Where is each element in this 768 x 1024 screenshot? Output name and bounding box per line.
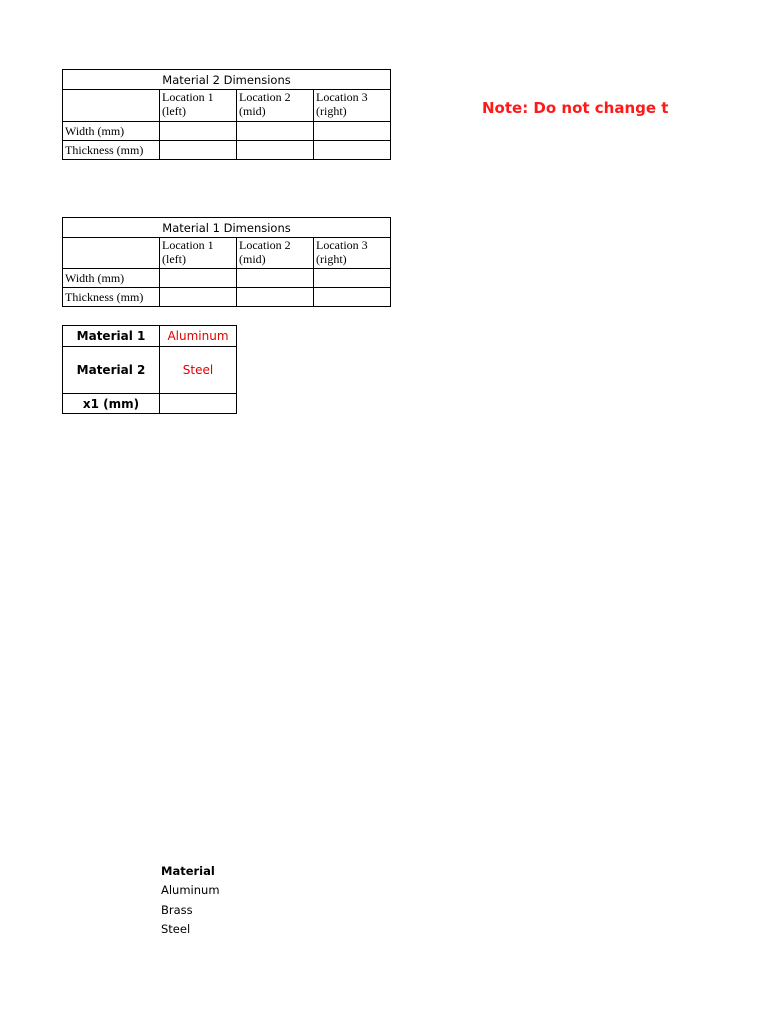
width-location3-cell[interactable] xyxy=(314,269,391,288)
x1-input-cell[interactable] xyxy=(160,394,237,414)
thickness-location1-cell[interactable] xyxy=(160,288,237,307)
material1-dropdown[interactable]: Aluminum xyxy=(160,326,237,347)
header-blank-cell[interactable] xyxy=(63,90,160,122)
row-label-width[interactable]: Width (mm) xyxy=(63,122,160,141)
thickness-location2-cell[interactable] xyxy=(237,288,314,307)
material2-dropdown[interactable]: Steel xyxy=(160,347,237,394)
material-list-item-brass[interactable]: Brass xyxy=(161,902,193,917)
width-location1-cell[interactable] xyxy=(160,122,237,141)
column-header-location3[interactable]: Location 3 (right) xyxy=(314,90,391,122)
column-header-location3[interactable]: Location 3 (right) xyxy=(314,238,391,269)
thickness-location3-cell[interactable] xyxy=(314,288,391,307)
width-location3-cell[interactable] xyxy=(314,122,391,141)
column-header-location1[interactable]: Location 1 (left) xyxy=(160,90,237,122)
x1-label: x1 (mm) xyxy=(63,394,160,414)
material-list xyxy=(161,862,220,940)
thickness-location1-cell[interactable] xyxy=(160,141,237,160)
materials-selection-table xyxy=(62,325,237,414)
thickness-location2-cell[interactable] xyxy=(237,141,314,160)
width-location2-cell[interactable] xyxy=(237,269,314,288)
width-location2-cell[interactable] xyxy=(237,122,314,141)
note-text: Note: Do not change t xyxy=(482,99,669,117)
material1-dimensions-table xyxy=(62,217,391,307)
thickness-location3-cell[interactable] xyxy=(314,141,391,160)
material1-table-title: Material 1 Dimensions xyxy=(63,218,391,238)
row-label-thickness[interactable]: Thickness (mm) xyxy=(63,141,160,160)
width-location1-cell[interactable] xyxy=(160,269,237,288)
column-header-location2[interactable]: Location 2 (mid) xyxy=(237,238,314,269)
column-header-location1[interactable]: Location 1 (left) xyxy=(160,238,237,269)
column-header-location2[interactable]: Location 2 (mid) xyxy=(237,90,314,122)
material2-dimensions-table xyxy=(62,69,391,160)
header-blank-cell[interactable] xyxy=(63,238,160,269)
row-label-thickness[interactable]: Thickness (mm) xyxy=(63,288,160,307)
material1-label: Material 1 xyxy=(63,326,160,347)
material-list-header: Material xyxy=(161,864,215,878)
material2-label: Material 2 xyxy=(63,347,160,394)
material-list-item-steel[interactable]: Steel xyxy=(161,922,191,936)
row-label-width[interactable]: Width (mm) xyxy=(63,269,160,288)
material2-table-title: Material 2 Dimensions xyxy=(63,70,391,90)
material-list-item-aluminum[interactable]: Aluminum xyxy=(161,883,220,897)
